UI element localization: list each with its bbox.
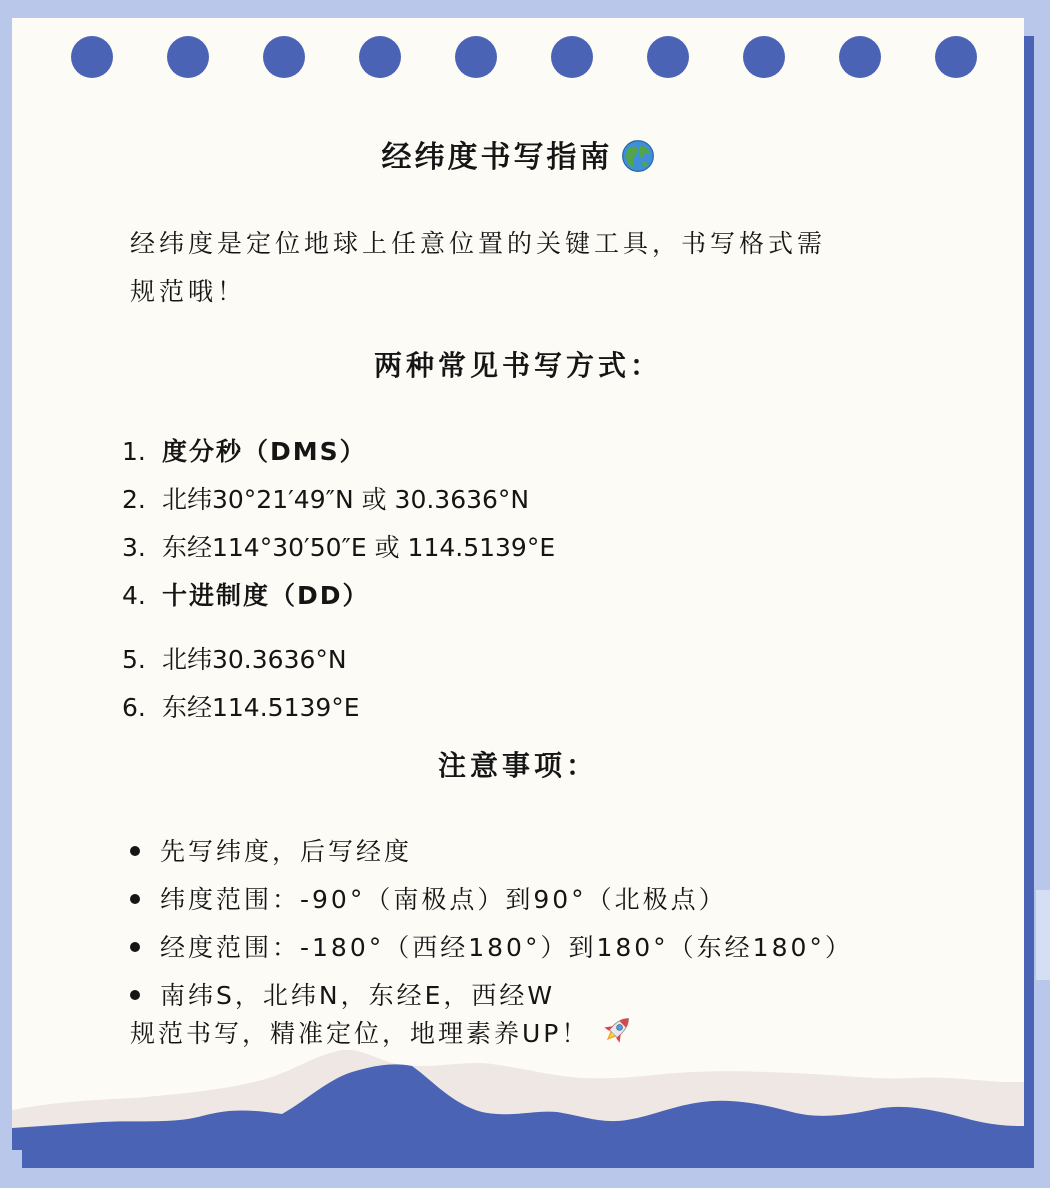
list-item (122, 636, 922, 684)
list-number: 1. (122, 437, 146, 466)
bullet-dot (130, 894, 140, 904)
intro-line: 规范哦！ (130, 277, 247, 306)
notes-list (130, 828, 950, 1020)
list-number: 6. (122, 693, 146, 722)
title-text: 经纬度书写指南 (381, 140, 613, 175)
list-text: 度分秒（DMS） (162, 437, 367, 466)
list-text: 南纬S，北纬N，东经E，西经W (160, 981, 556, 1010)
section-heading-formats: 两种常见书写方式： (373, 349, 662, 382)
list-item (130, 924, 950, 972)
list-number: 3. (122, 533, 146, 562)
bullet-dot (130, 846, 140, 856)
list-item (122, 572, 922, 620)
list-item (122, 428, 922, 476)
format-list-continued (122, 636, 922, 732)
list-item (122, 684, 922, 732)
list-item (122, 524, 922, 572)
closing-text: 规范书写，精准定位，地理素养UP！ (130, 1019, 590, 1048)
list-number: 2. (122, 485, 146, 514)
note-card (12, 18, 1024, 1150)
section-heading-notes: 注意事项： (437, 749, 598, 782)
list-number: 5. (122, 645, 146, 674)
globe-icon (621, 139, 655, 173)
list-item (122, 476, 922, 524)
list-item (130, 876, 950, 924)
page-title (12, 132, 1024, 176)
list-text: 纬度范围：-90°（南极点）到90°（北极点） (160, 885, 727, 914)
bullet-dot (130, 942, 140, 952)
list-text: 东经114°30′50″E 或 114.5139°E (162, 533, 556, 562)
bullet-dot (130, 990, 140, 1000)
rocket-icon (599, 1012, 635, 1048)
intro-paragraph (130, 220, 910, 316)
list-item (130, 828, 950, 876)
list-number: 4. (122, 581, 146, 610)
list-text: 东经114.5139°E (162, 693, 360, 722)
background-strip (1036, 890, 1050, 980)
list-text: 先写纬度，后写经度 (160, 837, 413, 866)
format-list (122, 428, 922, 620)
list-text: 十进制度（DD） (162, 581, 370, 610)
mountain-decoration (12, 1050, 1024, 1150)
intro-line: 经纬度是定位地球上任意位置的关键工具，书写格式需 (130, 229, 827, 258)
list-text: 北纬30°21′49″N 或 30.3636°N (162, 485, 530, 514)
list-text: 经度范围：-180°（西经180°）到180°（东经180°） (160, 933, 853, 962)
note-content (12, 18, 1024, 1078)
list-text: 北纬30.3636°N (162, 645, 347, 674)
